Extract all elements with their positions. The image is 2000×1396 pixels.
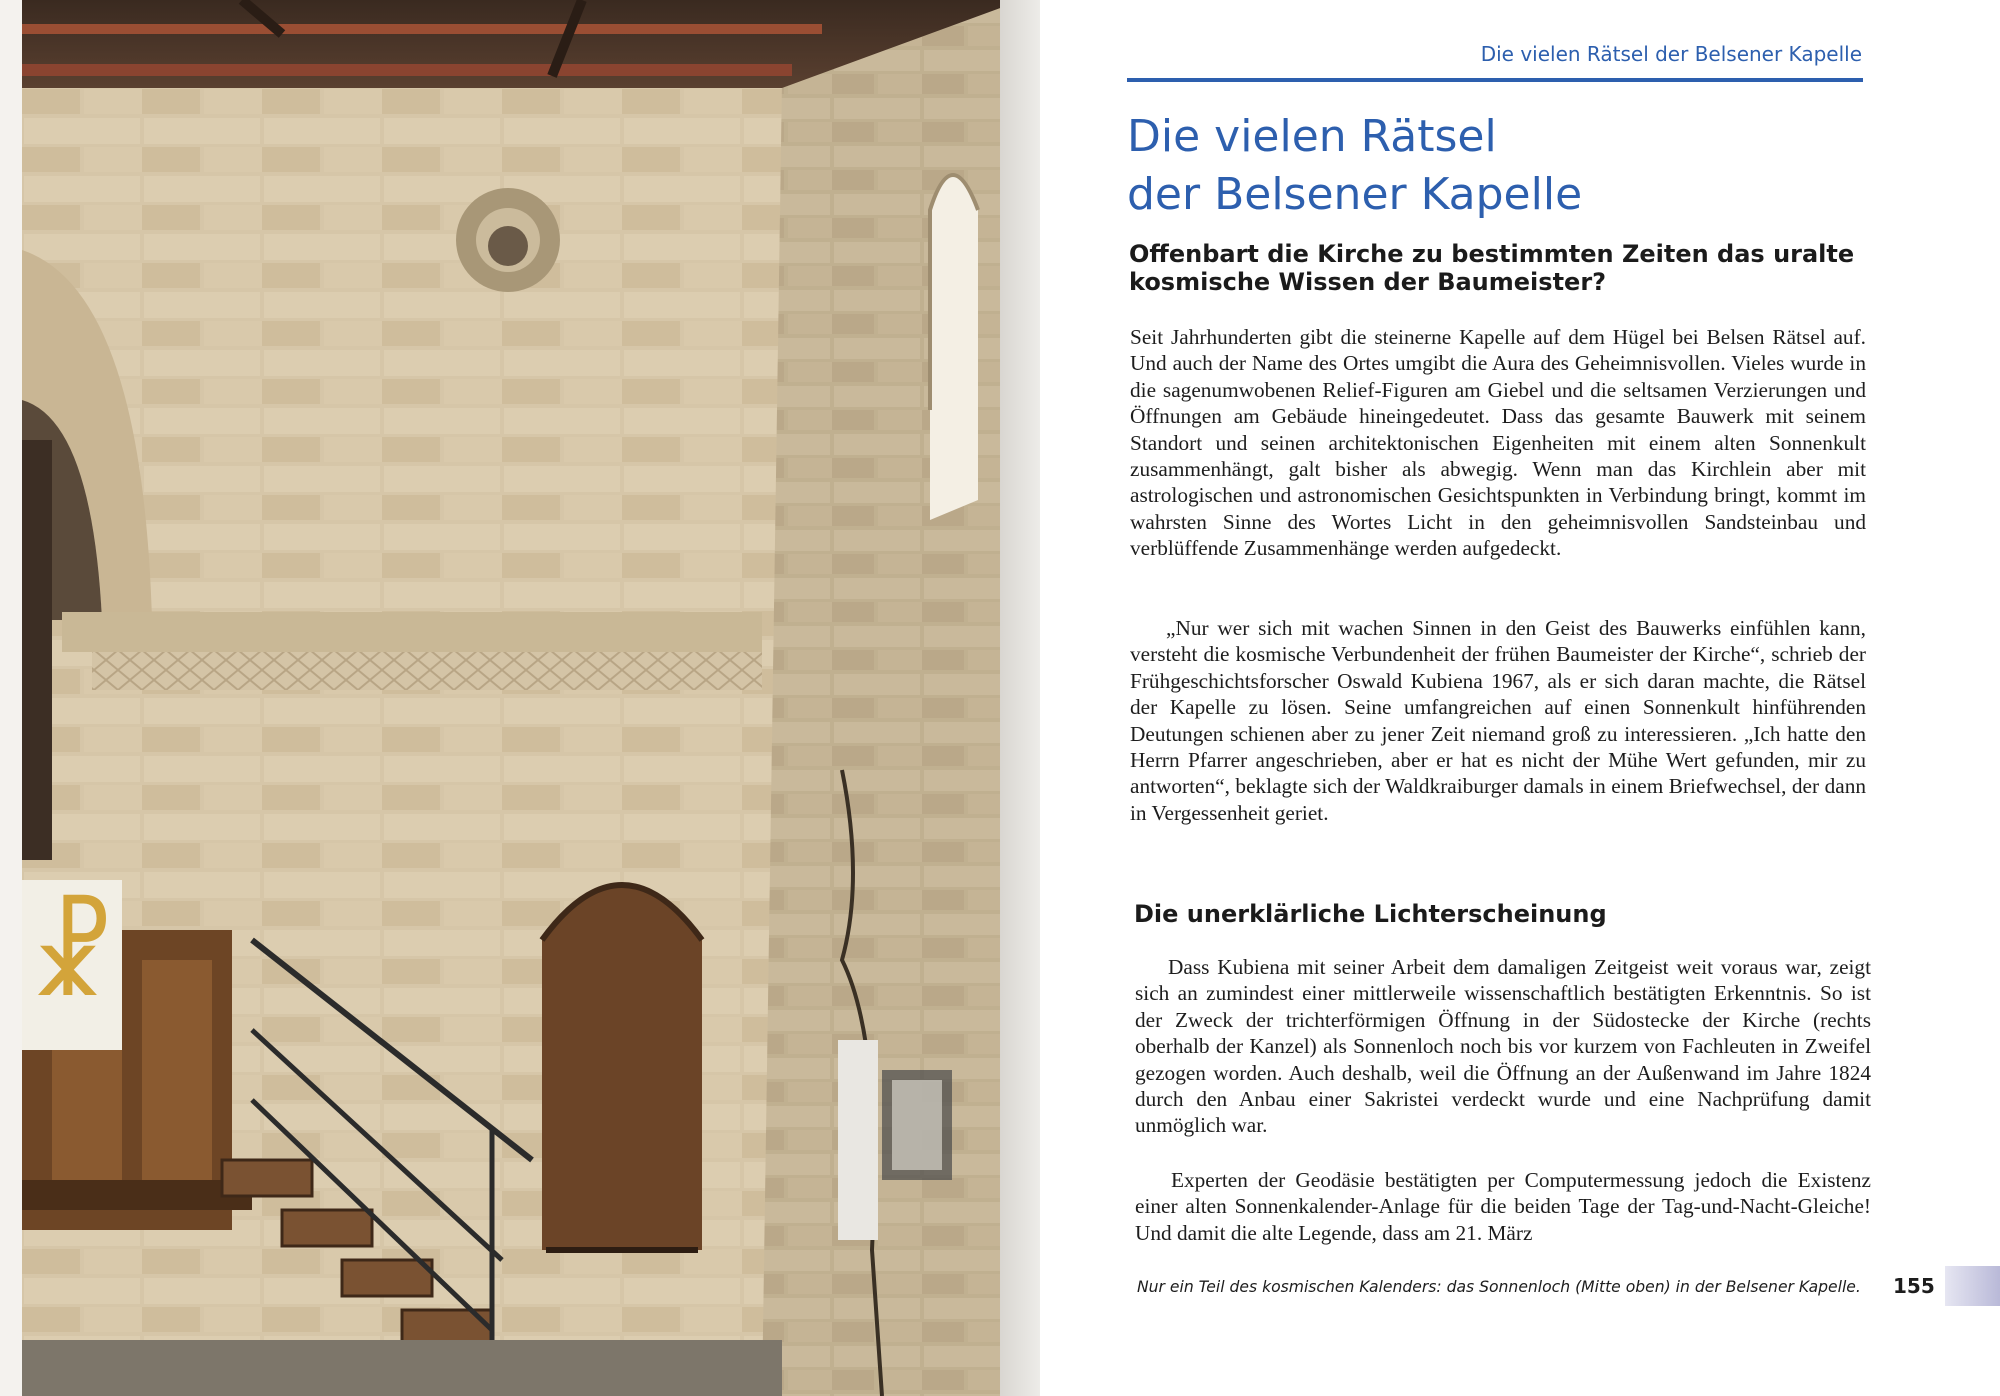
body-paragraph: Seit Jahrhunderten gibt die steinerne Kapelle auf dem Hügel bei Belsen Rätsel auf. Und auch der Name des Ortes umgibt die Aura des Geheimnisvollen. Vieles wurde in die sagenumwobenen Relief-Figuren am Giebel und die seltsamen Verzierungen und Öffnungen am Gebäude hineingedeutet. Dass das gesamte Bauwerk mit seinem Standort und seinen architektonischen Eigenheiten mit einem alten Sonnenkult zusammenhängt, galt bisher als abwegig. Wenn man das Kirchlein aber mit astrologischen und astronomischen Gesichtspunkten in Verbindung bringt, kommt im wahrsten Sinne des Wortes Licht in den geheimnisvollen Sandsteinbau und verblüffende Zusammenhänge werden aufgedeckt. (1130, 325, 1866, 561)
photo-caption: Nur ein Teil des kosmischen Kalenders: das Sonnenloch (Mitte oben) in der Belsener Kapelle. (1137, 1278, 1861, 1296)
body-paragraph: Experten der Geodäsie bestätigten per Computermessung jedoch die Existenz einer alten Sonnenkalender-Anlage für die beiden Tage der Tag-und-Nacht-Gleiche! Und damit die alte Legende, dass am 21. März (1135, 1168, 1871, 1245)
subtitle-line: Offenbart die Kirche zu bestimmten Zeiten das uralte (1129, 240, 1855, 268)
running-head: Die vielen Rätsel der Belsener Kapelle (1480, 42, 1862, 66)
thumb-tab (1945, 1266, 2000, 1306)
body-paragraph: Dass Kubiena mit seiner Arbeit dem damaligen Zeitgeist weit voraus war, zeigt sich an zumindest einer mittlerweile wissenschaftlich bestätigten Erkenntnis. So ist der Zweck der trichterförmigen Öffnung in der Südostecke der Kirche (rechts oberhalb der Kanzel) als Sonnenloch noch bis vor kurzem von Fachleuten in Zweifel gezogen worden. Auch deshalb, weil die Öffnung an der Außenwand im Jahre 1824 durch den Anbau einer Sakristei verdeckt wurde und eine Nachprüfung damit unmöglich war. (1135, 955, 1871, 1138)
subtitle-line: kosmische Wissen der Baumeister? (1129, 268, 1607, 296)
chi-rho-symbol: ☧ (28, 893, 116, 1021)
section-heading: Die unerklärliche Lichterscheinung (1134, 900, 1607, 928)
title-line: Die vielen Rätsel (1127, 111, 1497, 162)
chapter-subtitle (1129, 240, 1869, 296)
chapter-title (1127, 108, 1863, 224)
title-line: der Belsener Kapelle (1127, 169, 1583, 220)
chapel-interior-photo (22, 0, 1022, 1396)
body-paragraph: „Nur wer sich mit wachen Sinnen in den Geist des Bauwerks einfühlen kann, versteht die kosmische Verbundenheit der frühen Baumeister der Kirche“, schrieb der Frühgeschichtsforscher Oswald Kubiena 1967, als er sich daran machte, die Rätsel der Kapelle zu lösen. Seine umfangreichen auf einen Sonnenkult hinführenden Deutungen schienen aber zu jener Zeit niemand groß zu interessieren. „Ich hatte den Herrn Pfarrer angeschrieben, aber er hat es nicht der Mühe Wert gefunden, mir zu antworten“, beklagte sich der Waldkraiburger damals in einem Briefwechsel, der dann in Vergessenheit geriet. (1130, 616, 1866, 825)
page-number: 155 (1893, 1274, 1935, 1298)
header-rule (1127, 78, 1863, 82)
